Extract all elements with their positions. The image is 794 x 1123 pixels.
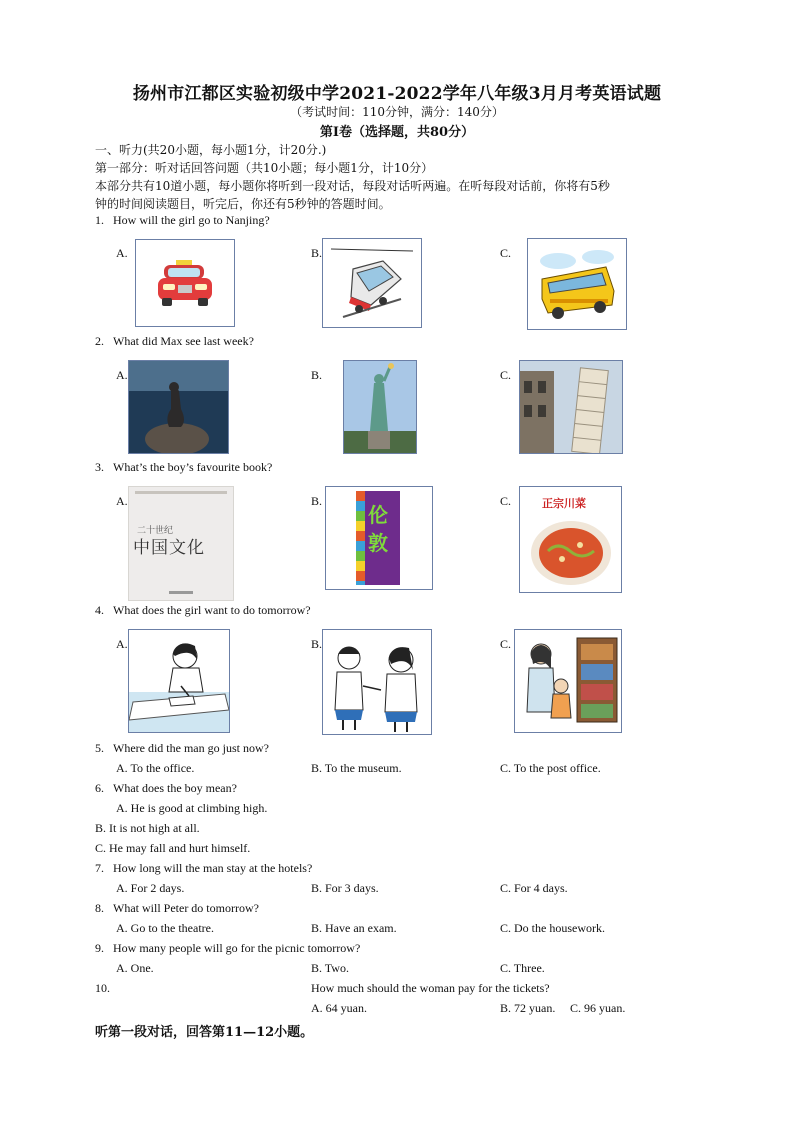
question-number: 8. [95, 901, 104, 915]
option-a[interactable]: A. Go to the theatre. [116, 921, 214, 935]
option-c[interactable]: C. For 4 days. [500, 881, 568, 895]
car-image[interactable] [135, 239, 235, 327]
question-number: 7. [95, 861, 104, 875]
leaning-tower-image[interactable] [519, 360, 623, 454]
book-c-title: 正宗川菜 [542, 497, 586, 510]
option-a[interactable]: A. For 2 days. [116, 881, 185, 895]
book-cover-london-box[interactable] [325, 486, 433, 590]
part1-title: 第一部分：听对话回答问题（共10小题；每小题1分，计10分） [95, 161, 434, 175]
question-number: 4. [95, 603, 104, 617]
option-label-c: C. [500, 494, 512, 508]
question-text: How many people will go for the picnic tomorrow? [113, 941, 361, 955]
option-c[interactable]: C. To the post office. [500, 761, 601, 775]
question-10-text: How much should the woman pay for the tickets? [311, 981, 550, 995]
option-label-a: A. [116, 494, 128, 508]
option-label-b: B. [311, 637, 323, 651]
option-b[interactable]: B. 72 yuan. [500, 1001, 556, 1015]
option-c[interactable]: C. Three. [500, 961, 545, 975]
question-number: 3. [95, 460, 104, 474]
bus-image[interactable] [527, 238, 627, 330]
exam-info: （考试时间：110分钟，满分：140分） [290, 105, 504, 119]
question-9 [95, 941, 360, 956]
option-c[interactable]: C. Do the housework. [500, 921, 605, 935]
question-number: 9. [95, 941, 104, 955]
book-cover-sichuan-cuisine[interactable] [519, 486, 622, 593]
option-b[interactable]: B. To the museum. [311, 761, 402, 775]
option-a[interactable]: A. 64 yuan. [311, 1001, 367, 1015]
students-talking-image[interactable] [322, 629, 432, 735]
instructions-line-1: 本部分共有10道小题，每小题你将听到一段对话，每段对话听两遍。在听每段对话前，你将有5秒 [95, 179, 610, 193]
question-text: What will Peter do tomorrow? [113, 901, 259, 915]
question-6 [95, 781, 237, 796]
option-b[interactable]: B. It is not high at all. [95, 821, 200, 835]
option-c[interactable]: C. 96 yuan. [570, 1001, 626, 1015]
option-a[interactable]: A. One. [116, 961, 154, 975]
listening-section-title: 一、听力(共20小题，每小题1分，计20分.) [95, 143, 327, 157]
section-instruction: 听第一段对话，回答第11—12小题。 [95, 1025, 314, 1040]
question-text: What does the boy mean? [113, 781, 237, 795]
book-b-chars: 伦敦 [368, 503, 388, 555]
option-b[interactable]: B. Two. [311, 961, 349, 975]
option-label-c: C. [500, 368, 512, 382]
little-mermaid-image[interactable] [128, 360, 229, 454]
library-image[interactable] [514, 629, 622, 733]
option-label-c: C. [500, 246, 512, 260]
question-text: How long will the man stay at the hotels? [113, 861, 313, 875]
question-4 [95, 603, 311, 618]
option-b[interactable]: B. Have an exam. [311, 921, 397, 935]
book-a-line1: 二十世纪 [137, 526, 174, 536]
question-text: What does the girl want to do tomorrow? [113, 603, 311, 617]
question-1 [95, 213, 270, 228]
statue-of-liberty-image[interactable] [343, 360, 417, 454]
option-c[interactable]: C. He may fall and hurt himself. [95, 841, 251, 855]
question-text: How will the girl go to Nanjing? [113, 213, 270, 227]
question-10-number: 10. [95, 981, 110, 995]
question-number: 2. [95, 334, 104, 348]
option-label-a: A. [116, 368, 128, 382]
option-label-b: B. [311, 368, 323, 382]
question-number: 5. [95, 741, 104, 755]
option-b[interactable]: B. For 3 days. [311, 881, 379, 895]
option-label-b: B. [311, 246, 323, 260]
question-text: Where did the man go just now? [113, 741, 269, 755]
book-cover-chinese-culture[interactable] [128, 486, 234, 601]
option-a[interactable]: A. He is good at climbing high. [116, 801, 268, 815]
question-3 [95, 460, 272, 475]
question-number: 1. [95, 213, 104, 227]
question-8 [95, 901, 259, 916]
question-text: What did Max see last week? [113, 334, 254, 348]
question-7 [95, 861, 312, 876]
option-label-c: C. [500, 637, 512, 651]
option-label-a: A. [116, 637, 128, 651]
part-title: 第I卷（选择题，共80分） [319, 125, 475, 140]
instructions-line-2: 钟的时间阅读题目，听完后，你还有5秒钟的答题时间。 [95, 197, 391, 211]
question-number: 6. [95, 781, 104, 795]
option-a[interactable]: A. To the office. [116, 761, 195, 775]
question-5 [95, 741, 269, 756]
option-label-b: B. [311, 494, 323, 508]
book-a-line2: 中国文化 [133, 538, 205, 558]
question-2 [95, 334, 254, 349]
train-image[interactable] [322, 238, 422, 328]
book-cover-london [356, 491, 400, 585]
exam-title: 扬州市江都区实验初级中学2021-2022学年八年级3月月考英语试题 [132, 84, 662, 104]
question-text: What’s the boy’s favourite book? [113, 460, 273, 474]
option-label-a: A. [116, 246, 128, 260]
girl-writing-image[interactable] [128, 629, 230, 733]
